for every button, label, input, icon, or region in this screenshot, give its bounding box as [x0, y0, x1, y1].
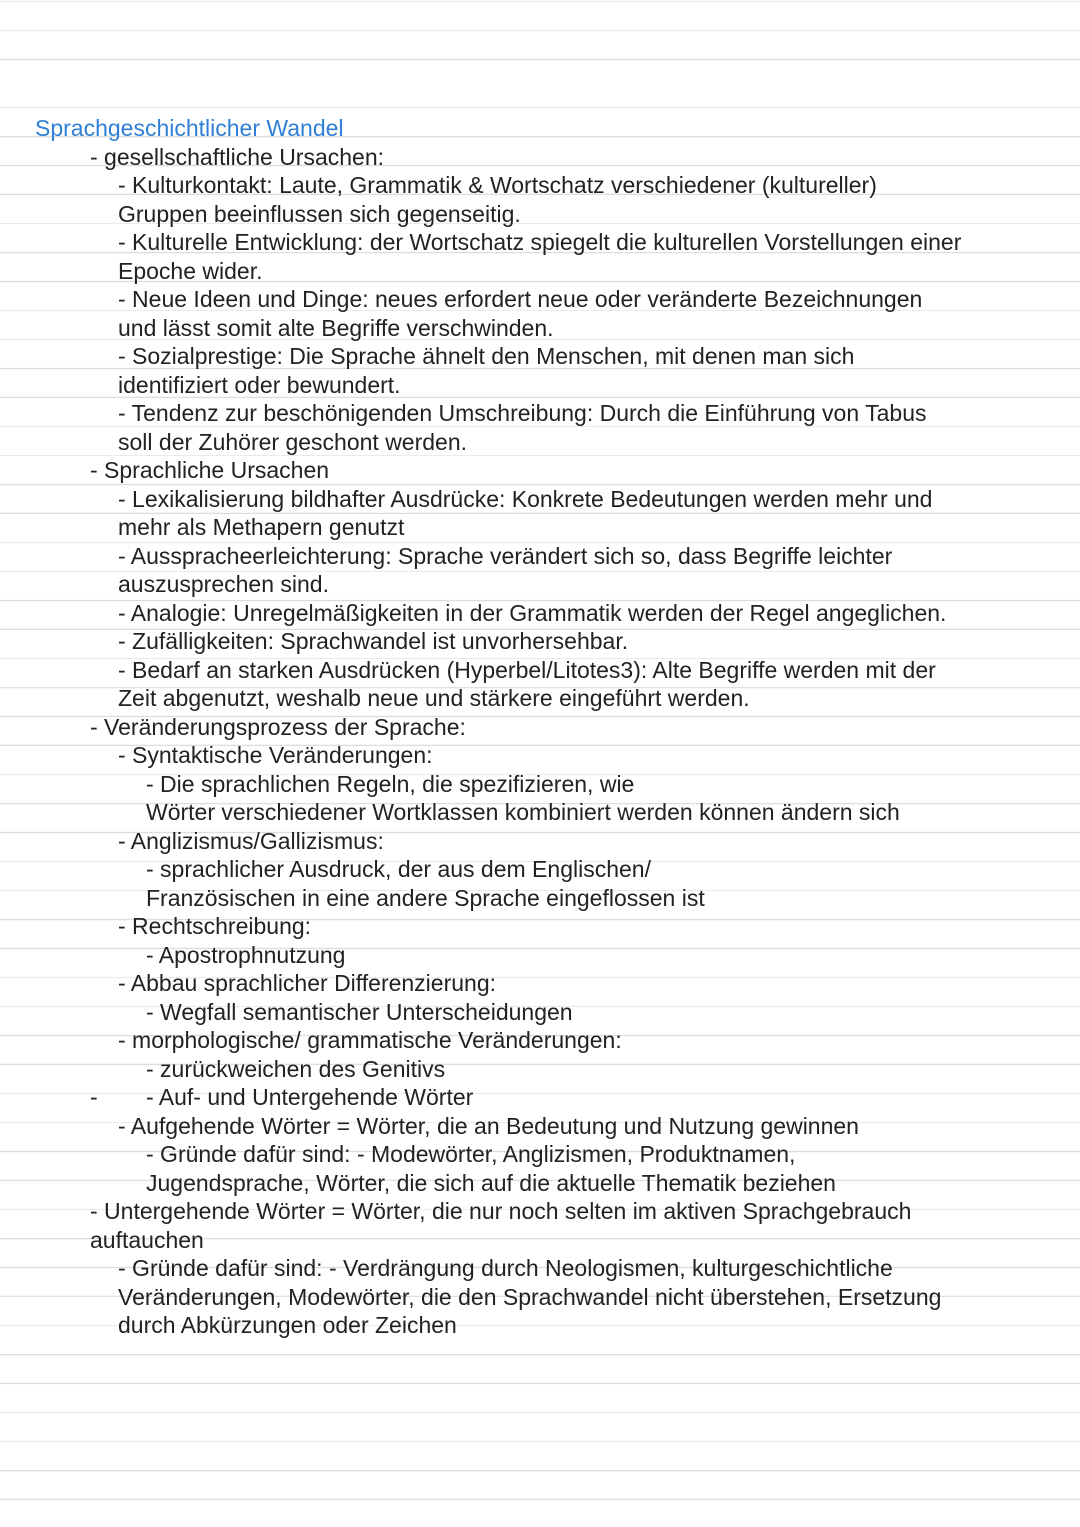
sub-bullet-continuation: Französischen in eine andere Sprache eingeflossen ist [146, 884, 705, 911]
sub-bullet-apostroph: - Apostrophnutzung [146, 941, 346, 968]
sub-bullet-continuation: Wörter verschiedener Wortklassen kombiniert werden können ändern sich [146, 799, 900, 825]
bullet-sozialprestige: - Sozialprestige: Die Sprache ähnelt den Menschen, mit denen man sich [118, 343, 855, 369]
page-title: Sprachgeschichtlicher Wandel [35, 115, 344, 141]
sub-bullet-gruende-aufgehende: - Gründe dafür sind: - Modewörter, Anglizismen, Produktnamen, [146, 1141, 796, 1167]
sub-bullet-continuation: Veränderungen, Modewörter, die den Sprachwandel nicht überstehen, Ersetzung [118, 1283, 942, 1310]
bullet-tendenz: - Tendenz zur beschönigenden Umschreibung: Durch die Einführung von Tabus [118, 400, 927, 426]
bullet-continuation: mehr als Methapern genutzt [118, 514, 405, 540]
bullet-bedarf: - Bedarf an starken Ausdrücken (Hyperbel/Litotes3): Alte Begriffe werden mit der [118, 656, 936, 683]
bullet-continuation: identifiziert oder bewundert. [118, 371, 401, 398]
sub-bullet-wegfall: - Wegfall semantischer Unterscheidungen [146, 998, 573, 1025]
sub-bullet-regeln: - Die sprachlichen Regeln, die spezifizieren, wie [146, 770, 635, 797]
section-heading-gesellschaftliche-ursachen: - gesellschaftliche Ursachen: [90, 143, 385, 170]
bullet-continuation: Gruppen beeinflussen sich gegenseitig. [118, 200, 521, 227]
sub-bullet-genitiv: - zurückweichen des Genitivs [146, 1055, 446, 1082]
bullet-rechtschreibung: - Rechtschreibung: [118, 913, 312, 939]
bullet-kulturkontakt: - Kulturkontakt: Laute, Grammatik & Wortschatz verschiedener (kultureller) [118, 172, 877, 198]
bullet-ausspracheerleichterung: - Ausspracheerleichterung: Sprache verändert sich so, dass Begriffe leichter [118, 542, 893, 569]
sub-bullet-text: - Auf- und Untergehende Wörter [146, 1084, 474, 1110]
bullet-continuation: und lässt somit alte Begriffe verschwinden. [118, 314, 554, 341]
sub-bullet-gruende-untergehende: - Gründe dafür sind: - Verdrängung durch Neologismen, kulturgeschichtliche [118, 1255, 893, 1281]
bullet-aufgehende-woerter: - Aufgehende Wörter = Wörter, die an Bedeutung und Nutzung gewinnen [118, 1112, 859, 1139]
bullet-lexikalisierung: - Lexikalisierung bildhafter Ausdrücke: Konkrete Bedeutungen werden mehr und [118, 485, 933, 512]
sub-bullet-auf-untergehende [0, 1083, 1080, 1112]
bullet-continuation: Zeit abgenutzt, weshalb neue und stärkere eingeführt werden. [118, 685, 750, 711]
stray-dash-marker: - [90, 1084, 98, 1110]
bullet-abbau: - Abbau sprachlicher Differenzierung: [118, 970, 497, 996]
sub-bullet-continuation: durch Abkürzungen oder Zeichen [118, 1312, 457, 1338]
bullet-continuation: auszusprechen sind. [118, 571, 329, 597]
sub-bullet-continuation: Jugendsprache, Wörter, die sich auf die aktuelle Thematik beziehen [146, 1169, 836, 1196]
bullet-zufaelligkeiten: - Zufälligkeiten: Sprachwandel ist unvorhersehbar. [118, 628, 629, 654]
bullet-continuation: Epoche wider. [118, 257, 263, 284]
sub-bullet-ausdruck: - sprachlicher Ausdruck, der aus dem Englischen/ [146, 856, 651, 882]
section-heading-sprachliche-ursachen: - Sprachliche Ursachen [90, 457, 330, 483]
notes-page [0, 114, 1080, 1340]
bullet-analogie: - Analogie: Unregelmäßigkeiten in der Grammatik werden der Regel angeglichen. [118, 599, 947, 626]
bullet-anglizismus: - Anglizismus/Gallizismus: [118, 827, 384, 854]
bullet-untergehende-woerter: - Untergehende Wörter = Wörter, die nur noch selten im aktiven Sprachgebrauch [90, 1198, 912, 1224]
bullet-morphologische: - morphologische/ grammatische Veränderungen: [118, 1027, 622, 1053]
bullet-syntaktische-veraenderungen: - Syntaktische Veränderungen: [118, 742, 433, 768]
section-heading-veraenderungsprozess: - Veränderungsprozess der Sprache: [90, 713, 466, 740]
bullet-continuation: soll der Zuhörer geschont werden. [118, 428, 468, 455]
bullet-continuation: auftauchen [90, 1226, 204, 1253]
bullet-neue-ideen: - Neue Ideen und Dinge: neues erfordert neue oder veränderte Bezeichnungen [118, 286, 923, 312]
bullet-kulturelle-entwicklung: - Kulturelle Entwicklung: der Wortschatz spiegelt die kulturellen Vorstellungen einer [118, 229, 962, 255]
